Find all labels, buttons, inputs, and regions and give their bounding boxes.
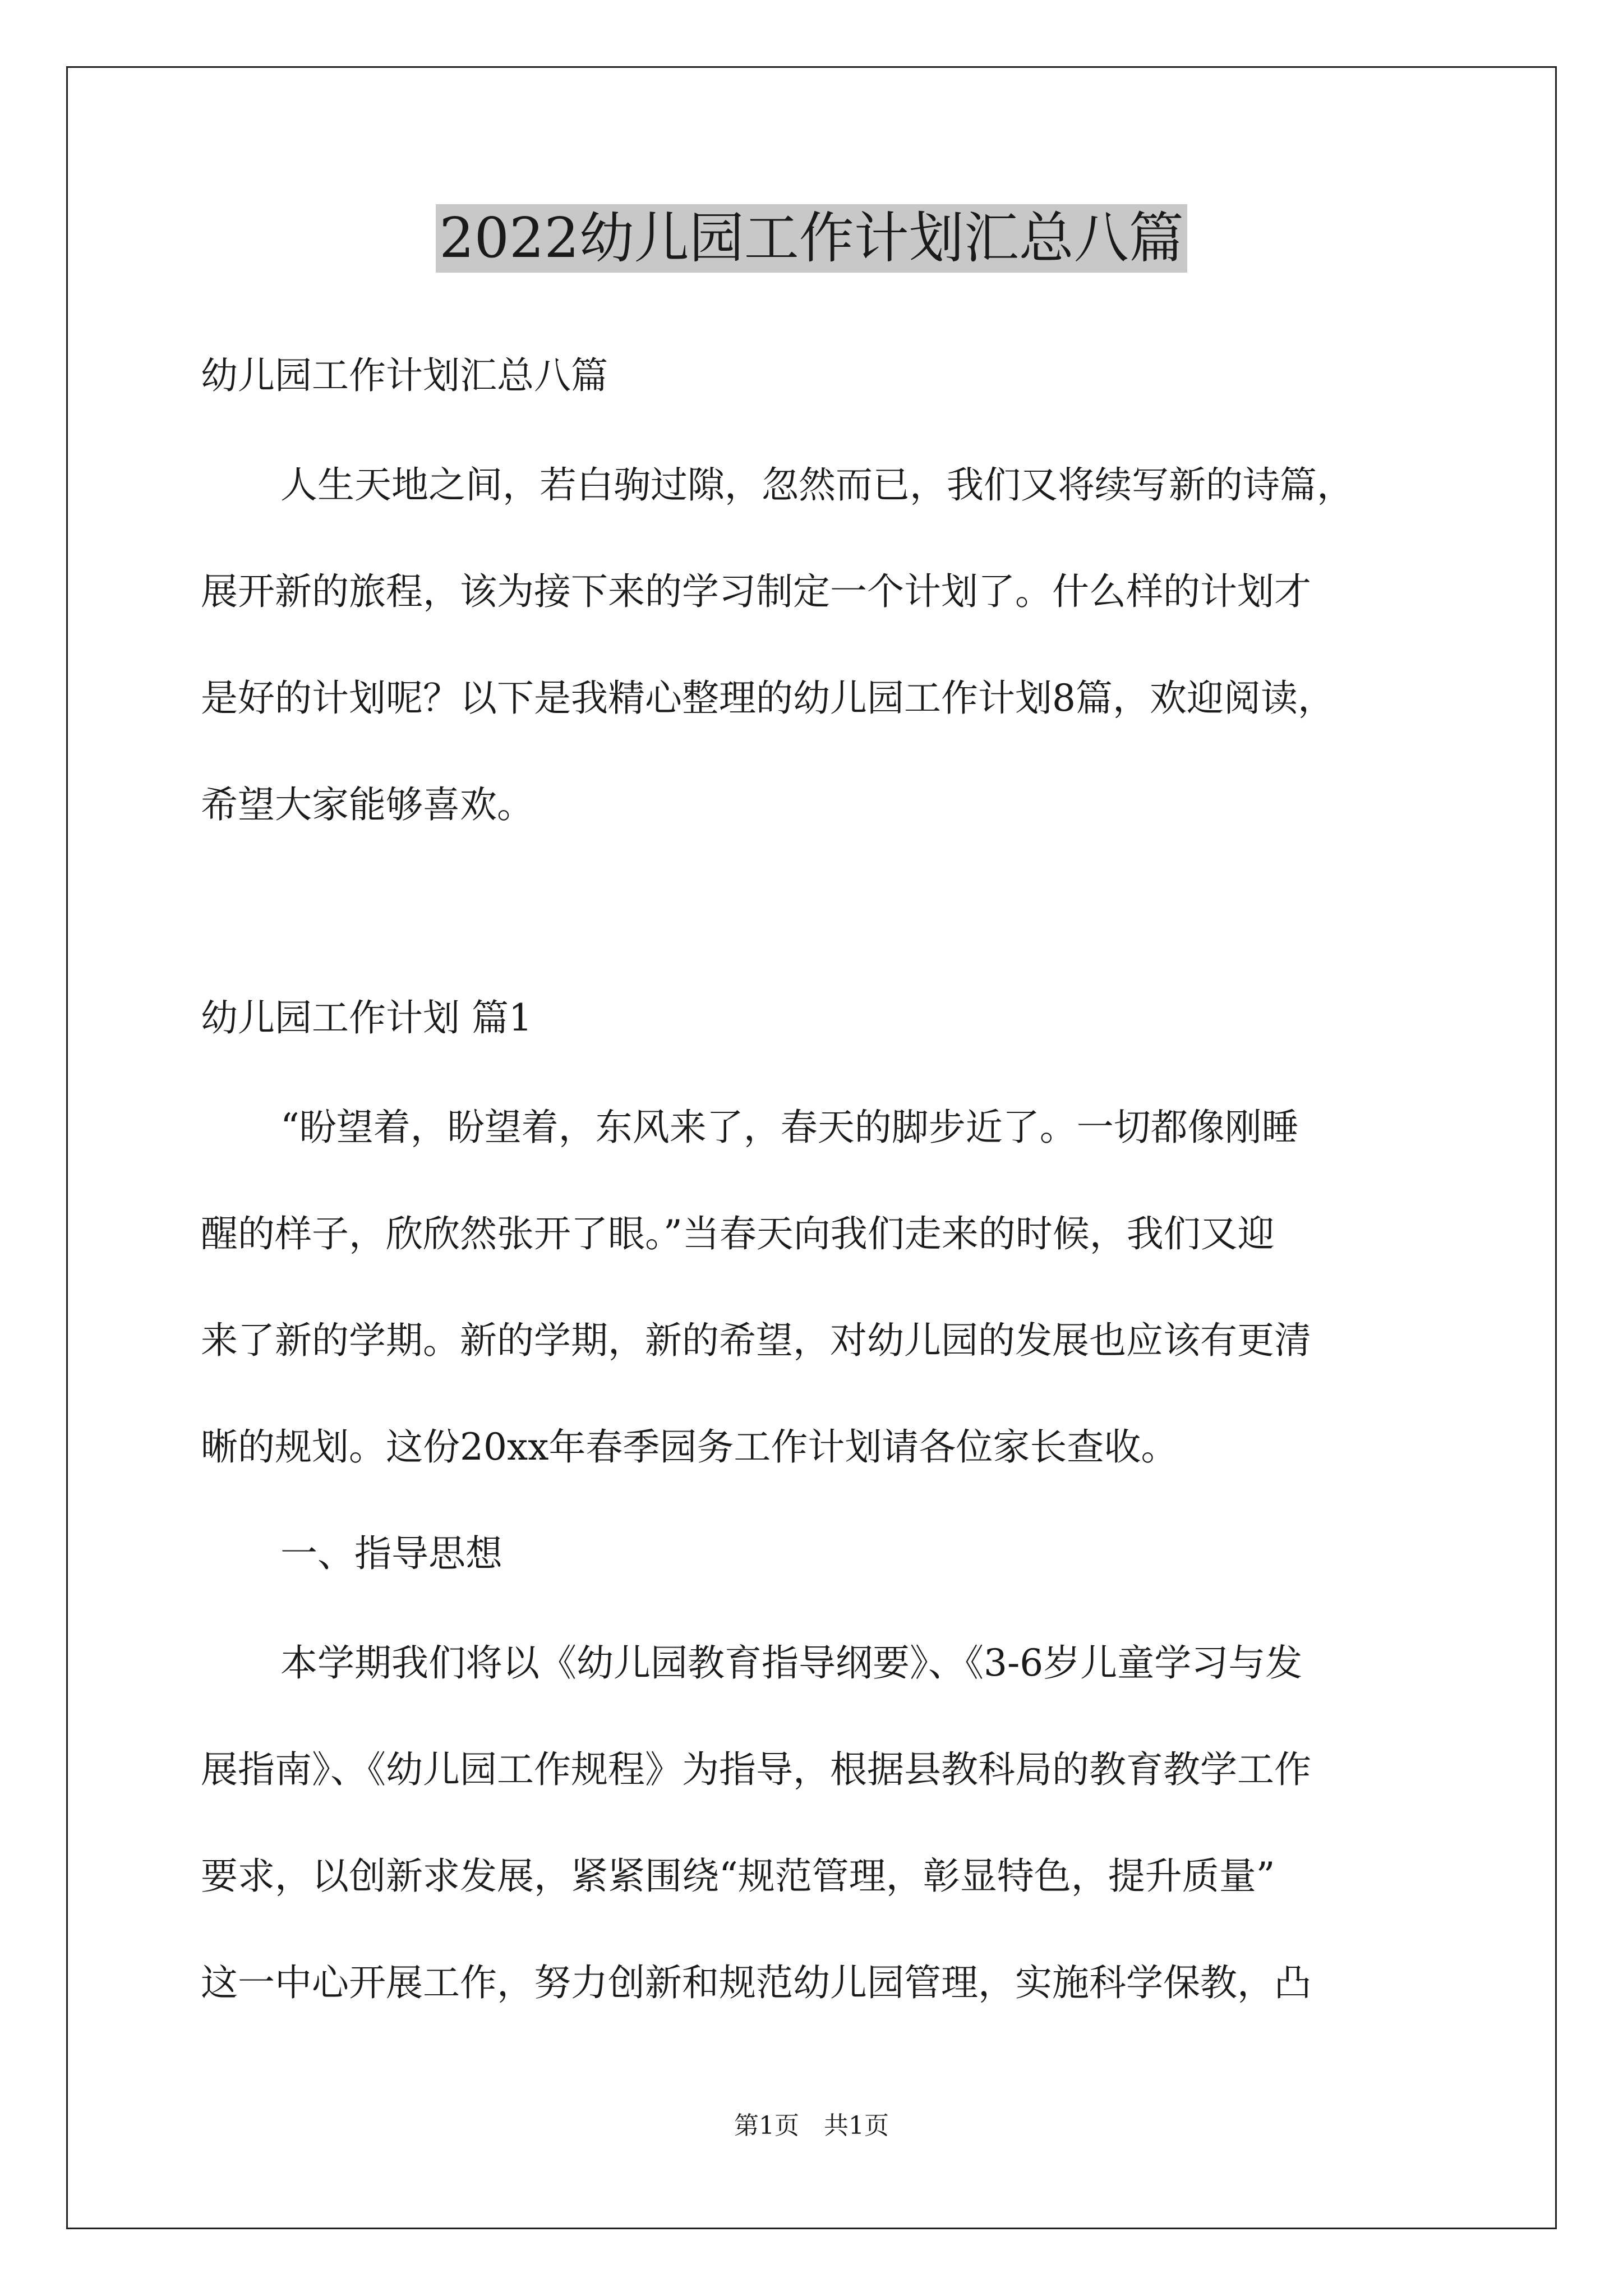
document-title-text: 2022幼儿园工作计划汇总八篇	[436, 204, 1187, 273]
subsection-line: 这一中心开展工作，努力创新和规范幼儿园管理，实施科学保教，凸	[201, 1961, 1311, 2004]
section-line: 来了新的学期。新的学期，新的希望，对幼儿园的发展也应该有更清	[201, 1319, 1311, 1362]
intro-line: 人生天地之间，若白驹过隙，忽然而已，我们又将续写新的诗篇，	[280, 463, 1354, 507]
page-footer: 第1页 共1页	[734, 2111, 889, 2140]
subsection-line: 要求，以创新求发展，紧紧围绕“规范管理，彰显特色，提升质量”	[201, 1855, 1275, 1898]
document-title	[0, 202, 1623, 275]
document-subtitle: 幼儿园工作计划汇总八篇	[201, 354, 608, 397]
subsection-line: 本学期我们将以《幼儿园教育指导纲要》、《3-6岁儿童学习与发	[280, 1641, 1303, 1685]
section-line: 晰的规划。这份20xx年春季园务工作计划请各位家长查收。	[201, 1425, 1178, 1469]
subsection-line: 展指南》、《幼儿园工作规程》为指导，根据县教科局的教育教学工作	[201, 1748, 1311, 1791]
section-line: 醒的样子，欣欣然张开了眼。”当春天向我们走来的时候，我们又迎	[201, 1212, 1275, 1255]
intro-line: 展开新的旅程，该为接下来的学习制定一个计划了。什么样的计划才	[201, 570, 1311, 613]
subsection-heading: 一、指导思想	[280, 1532, 502, 1575]
intro-line: 是好的计划呢？以下是我精心整理的幼儿园工作计划8篇，欢迎阅读，	[201, 677, 1335, 720]
intro-line: 希望大家能够喜欢。	[201, 783, 534, 826]
section-heading: 幼儿园工作计划 篇1	[201, 996, 532, 1039]
section-line: “盼望着，盼望着，东风来了，春天的脚步近了。一切都像刚睡	[280, 1106, 1299, 1149]
